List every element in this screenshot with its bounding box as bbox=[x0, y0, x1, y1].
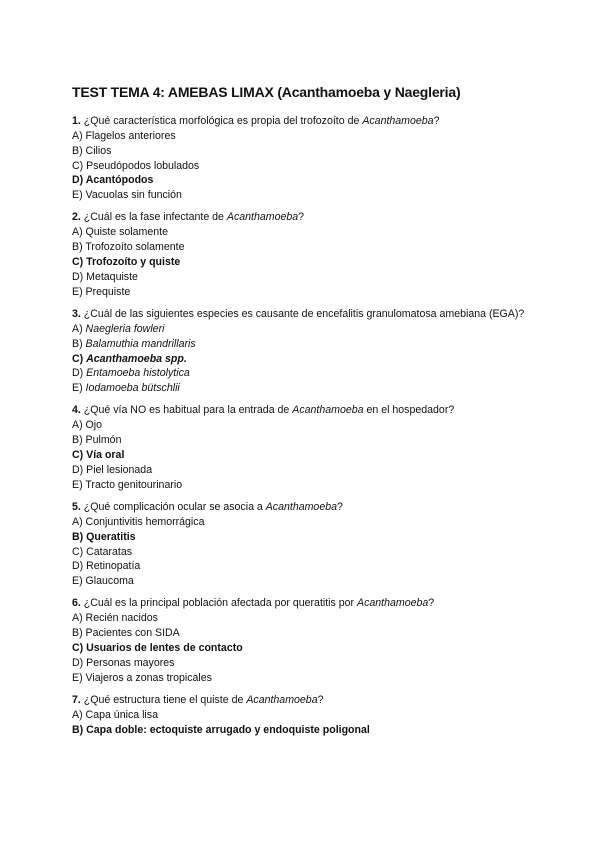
answer-option: B) Pacientes con SIDA bbox=[72, 627, 180, 640]
question-text-segment: en el hospedador? bbox=[363, 404, 455, 417]
question-text bbox=[72, 500, 542, 515]
answer-option: E) Glaucoma bbox=[72, 575, 134, 588]
answer-option: B) Trofozoíto solamente bbox=[72, 241, 185, 254]
page-title: TEST TEMA 4: AMEBAS LIMAX (Acanthamoeba y Naegleria) bbox=[72, 84, 461, 100]
question-text bbox=[72, 114, 542, 129]
option-label: Iodamoeba bütschlii bbox=[85, 382, 180, 395]
answer-option-correct: C) Trofozoíto y quiste bbox=[72, 256, 181, 269]
option-prefix: D) bbox=[72, 367, 87, 380]
question-text bbox=[72, 210, 542, 225]
option-prefix: C) bbox=[72, 352, 87, 365]
question-text bbox=[72, 307, 542, 322]
answer-option: E) Vacuolas sin función bbox=[72, 189, 182, 202]
question-text-italic: Acanthamoeba bbox=[357, 597, 429, 610]
option-prefix: E) bbox=[72, 382, 86, 395]
question-text-segment: ¿Qué complicación ocular se asocia a bbox=[80, 500, 266, 513]
question-number: 3. bbox=[72, 307, 81, 320]
question-text-italic: Acanthamoeba bbox=[362, 115, 434, 127]
option-label: Naegleria fowleri bbox=[85, 322, 165, 335]
question-text-segment: ¿Qué vía NO es habitual para la entrada de bbox=[80, 404, 293, 417]
question-number: 2. bbox=[72, 211, 81, 224]
answer-option: A) Quiste solamente bbox=[72, 226, 168, 239]
answer-option: B) Pulmón bbox=[72, 434, 122, 447]
answer-option: E) Tracto genitourinario bbox=[72, 478, 183, 491]
question-list bbox=[72, 114, 542, 745]
question-block bbox=[72, 596, 542, 685]
question-text-segment: ? bbox=[428, 597, 435, 610]
question-number: 4. bbox=[72, 404, 81, 417]
option-prefix: B) bbox=[72, 337, 86, 350]
question-text-italic: Acanthamoeba bbox=[226, 211, 299, 224]
question-text-segment: ¿Qué estructura tiene el quiste de bbox=[80, 693, 247, 706]
question-number: 5. bbox=[72, 500, 81, 513]
answer-option-correct: D) Acantópodos bbox=[72, 174, 154, 187]
question-block bbox=[72, 403, 542, 492]
answer-option: D) Piel lesionada bbox=[72, 463, 153, 476]
answer-option: D) Metaquiste bbox=[72, 270, 138, 283]
question-text-segment: ? bbox=[317, 693, 324, 706]
question-text-segment: ¿Cuál de las siguientes especies es causante de encefalitis granulomatosa amebiana (EGA)? bbox=[80, 307, 525, 320]
answer-option bbox=[72, 337, 542, 352]
answer-option: E) Viajeros a zonas tropicales bbox=[72, 671, 212, 684]
answer-option: C) Cataratas bbox=[72, 545, 133, 558]
question-text-segment: ? bbox=[298, 211, 305, 224]
question-text bbox=[72, 596, 542, 611]
question-text-segment: ? bbox=[337, 500, 343, 513]
answer-option: A) Flagelos anteriores bbox=[72, 130, 176, 142]
answer-option bbox=[72, 381, 542, 396]
question-text-segment: ¿Cuál es la principal población afectada por queratitis por bbox=[80, 597, 358, 610]
option-prefix: A) bbox=[72, 322, 86, 335]
answer-option-correct: C) Usuarios de lentes de contacto bbox=[72, 642, 243, 655]
answer-option-correct bbox=[72, 352, 542, 367]
answer-option bbox=[72, 366, 542, 381]
answer-option-correct: C) Vía oral bbox=[72, 449, 125, 462]
question-text-segment: ? bbox=[433, 115, 440, 127]
question-text bbox=[72, 693, 542, 708]
answer-option: D) Retinopatía bbox=[72, 560, 141, 573]
question-number: 6. bbox=[72, 597, 81, 610]
question-block bbox=[72, 307, 542, 396]
question-block bbox=[72, 210, 542, 299]
option-label: Acanthamoeba spp. bbox=[86, 352, 187, 365]
question-text-italic: Acanthamoeba bbox=[265, 500, 337, 513]
answer-option-correct: B) Capa doble: ectoquiste arrugado y endoquiste poligonal bbox=[72, 723, 370, 736]
answer-option: E) Prequiste bbox=[72, 285, 131, 298]
question-block bbox=[72, 114, 542, 203]
question-number: 7. bbox=[72, 693, 81, 706]
question-number: 1. bbox=[72, 115, 81, 127]
question-block bbox=[72, 693, 542, 738]
answer-option bbox=[72, 322, 542, 337]
question-text-italic: Acanthamoeba bbox=[246, 693, 318, 706]
answer-option-correct: B) Queratitis bbox=[72, 530, 136, 543]
answer-option: A) Conjuntivitis hemorrágica bbox=[72, 515, 205, 528]
question-text-segment: ¿Cuál es la fase infectante de bbox=[80, 211, 227, 224]
question-text-segment: ¿Qué característica morfológica es propia del trofozoíto de bbox=[80, 115, 363, 127]
option-label: Entamoeba histolytica bbox=[86, 367, 190, 380]
question-text-italic: Acanthamoeba bbox=[292, 404, 364, 417]
option-label: Balamuthia mandrillaris bbox=[85, 337, 196, 350]
answer-option: C) Pseudópodos lobulados bbox=[72, 159, 200, 172]
answer-option: A) Capa única lisa bbox=[72, 708, 158, 721]
question-block bbox=[72, 500, 542, 589]
answer-option: B) Cilios bbox=[72, 144, 112, 157]
answer-option: A) Recién nacidos bbox=[72, 612, 158, 625]
answer-option: A) Ojo bbox=[72, 419, 103, 432]
question-text bbox=[72, 403, 542, 418]
answer-option: D) Personas mayores bbox=[72, 656, 175, 669]
